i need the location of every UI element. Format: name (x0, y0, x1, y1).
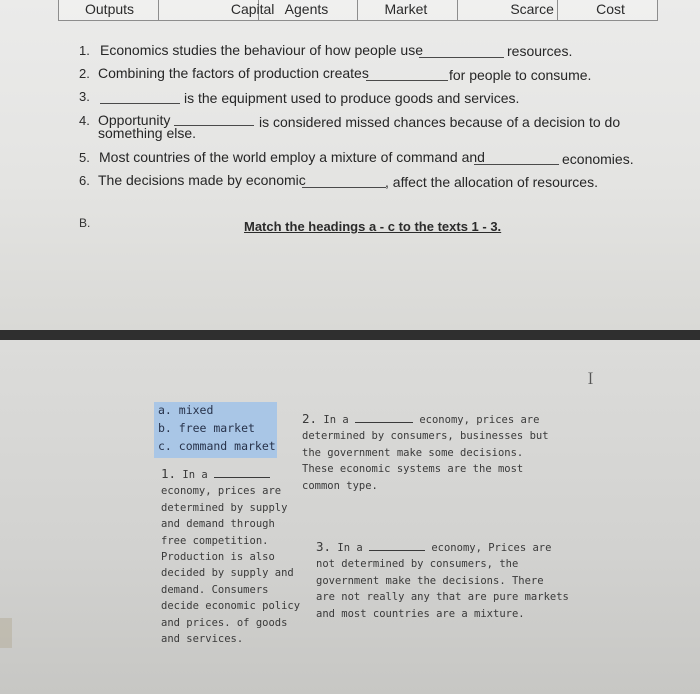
word-bank-cell: Capital (158, 0, 258, 21)
text-line: the government make some decisions. (302, 446, 524, 459)
question-text: The decisions made by economic (98, 172, 306, 188)
text-line: These economic systems are the most (302, 463, 524, 476)
question-number: 5. (79, 150, 90, 165)
text-number: 1. (161, 466, 177, 481)
text-line: government make the decisions. There (316, 574, 544, 587)
question-number: 3. (79, 89, 90, 104)
answer-blank[interactable] (302, 187, 386, 188)
heading-a: a. mixed (158, 403, 214, 417)
question-text: Economics studies the behaviour of how people use (100, 42, 423, 58)
answer-blank[interactable] (369, 541, 425, 551)
question-number: 4. (79, 113, 90, 128)
text-number: 3. (316, 539, 332, 554)
text-line: determined by consumers, businesses but (302, 430, 549, 443)
text-line: economy, prices are (161, 485, 282, 498)
page-edge-mark (0, 618, 12, 648)
text-after-blank: economy, Prices are (431, 542, 552, 554)
answer-blank[interactable] (419, 57, 504, 58)
section-b-label: B. (79, 216, 91, 230)
text-line: free competition. (161, 534, 269, 547)
text-line: and services. (161, 633, 244, 646)
section-b-heading: Match the headings a - c to the texts 1 - 3. (244, 219, 502, 234)
word-bank-cell: Outputs (59, 0, 159, 21)
question-text: Opportunity (98, 112, 171, 128)
worksheet-bottom (0, 340, 700, 694)
heading-b: b. free market (158, 421, 255, 435)
answer-blank[interactable] (355, 413, 413, 423)
text-line: common type. (302, 479, 378, 492)
text-line: Production is also (161, 551, 275, 564)
page-divider (0, 330, 700, 340)
word-bank-cell: Market (358, 0, 458, 21)
question-text: for people to consume. (449, 67, 592, 83)
question-text: something else. (98, 125, 197, 141)
text-number: 2. (302, 411, 318, 426)
text-line: and most countries are a mixture. (316, 607, 525, 620)
text-line: determined by supply (161, 501, 288, 514)
question-text: economies. (562, 151, 634, 167)
text-line: not determined by consumers, the (316, 558, 519, 571)
question-number: 2. (79, 66, 90, 81)
word-bank-cell: Cost (558, 0, 658, 21)
text-line: and prices. of goods (161, 616, 288, 629)
worksheet-top (0, 0, 700, 330)
question-text: Most countries of the world employ a mixture of command and (99, 149, 485, 165)
text-line: decided by supply and (161, 567, 294, 580)
text-intro: In a (323, 414, 349, 426)
answer-blank[interactable] (214, 468, 270, 478)
text-line: decide economic policy (161, 600, 301, 613)
text-3 (316, 539, 569, 622)
headings-box (154, 402, 277, 458)
question-text: resources. (507, 43, 573, 59)
text-after-blank: economy, prices are (419, 414, 540, 426)
answer-blank[interactable] (474, 164, 559, 165)
text-cursor-icon: Ｉ (583, 370, 599, 388)
question-text: is the equipment used to produce goods and services. (184, 90, 520, 106)
text-1 (161, 466, 300, 647)
question-text: , affect the allocation of resources. (385, 174, 598, 190)
question-text: Combining the factors of production creates (98, 65, 369, 81)
heading-c: c. command market (158, 439, 276, 453)
text-line: and demand through (161, 518, 275, 531)
question-text: is considered missed chances because of a decision to do (259, 114, 621, 130)
text-line: are not really any that are pure markets (316, 591, 569, 604)
answer-blank[interactable] (366, 80, 448, 81)
question-number: 1. (79, 43, 90, 58)
word-bank-cell: Agents (258, 0, 358, 21)
text-2 (302, 411, 549, 494)
word-bank-table (58, 0, 658, 21)
answer-blank[interactable] (100, 103, 180, 104)
text-intro: In a (182, 469, 208, 481)
text-intro: In a (337, 542, 363, 554)
text-line: demand. Consumers (161, 583, 269, 596)
question-number: 6. (79, 173, 90, 188)
word-bank-cell: Scarce (458, 0, 558, 21)
